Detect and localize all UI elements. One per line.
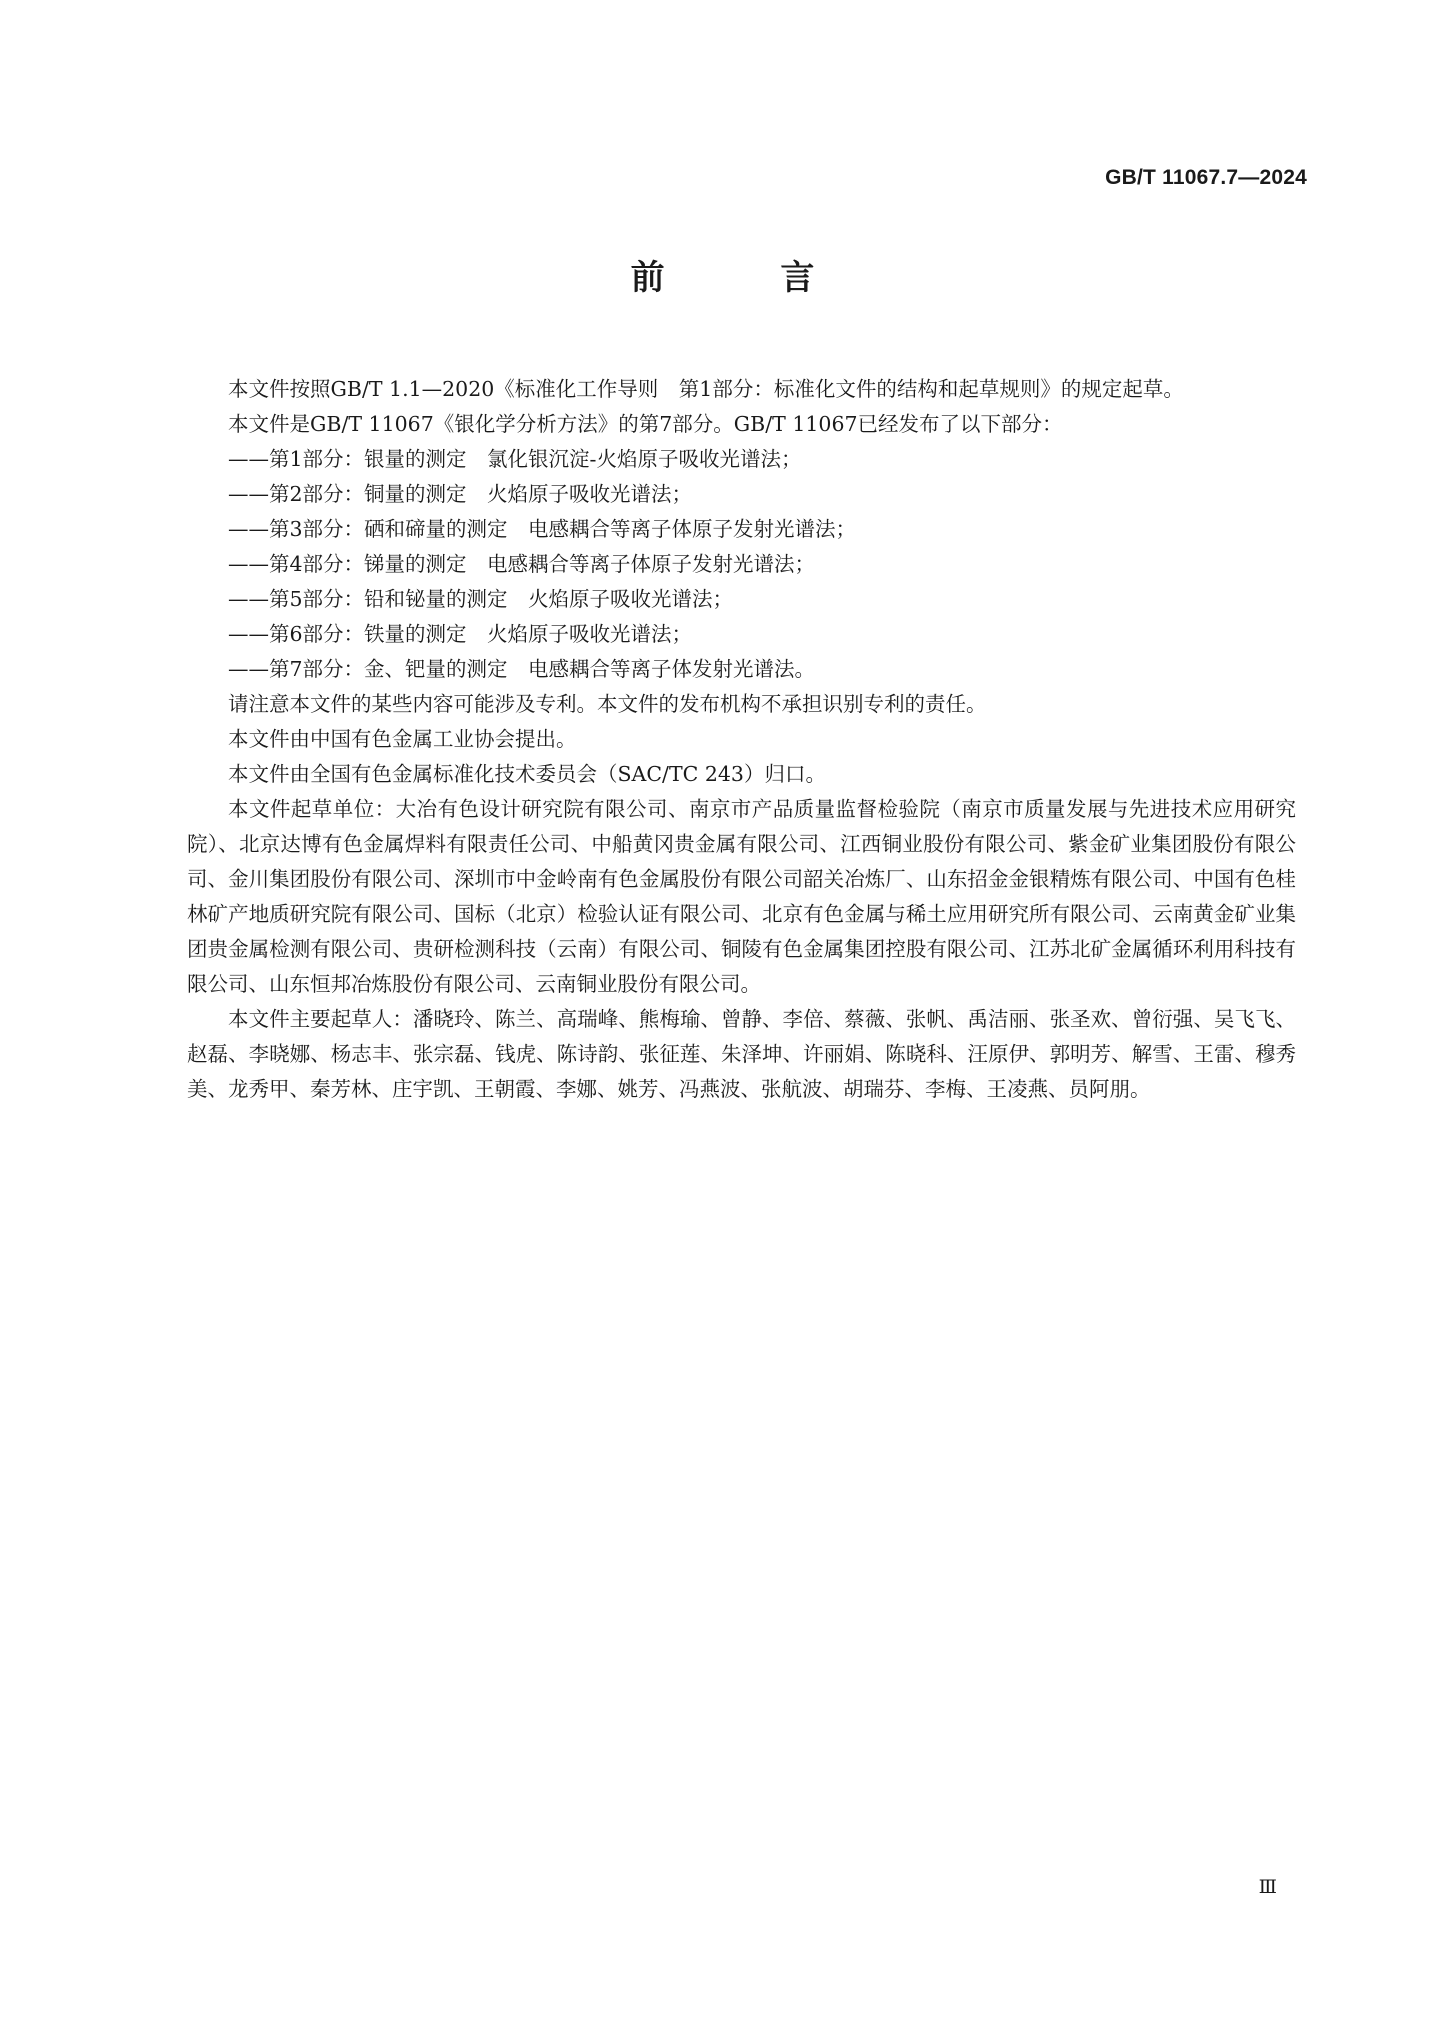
- list-item: ——第2部分：铜量的测定 火焰原子吸收光谱法；: [228, 482, 693, 506]
- list-item: ——第6部分：铁量的测定 火焰原子吸收光谱法；: [228, 622, 693, 646]
- list-item: ——第1部分：银量的测定 氯化银沉淀-火焰原子吸收光谱法；: [228, 447, 802, 471]
- list-item: ——第3部分：硒和碲量的测定 电感耦合等离子体原子发射光谱法；: [228, 517, 857, 541]
- list-item: ——第4部分：锑量的测定 电感耦合等离子体原子发射光谱法；: [228, 552, 816, 576]
- paragraph-proposer: 本文件由中国有色金属工业协会提出。: [228, 727, 577, 751]
- list-item: ——第5部分：铅和铋量的测定 火焰原子吸收光谱法；: [228, 587, 734, 611]
- paragraph-drafting-units: 本文件起草单位：大冶有色设计研究院有限公司、南京市产品质量监督检验院（南京市质量发展与先进技术应用研究院）、北京达博有色金属焊料有限责任公司、中船黄冈贵金属有限公司、江西铜业股份有限公司、紫金矿业集团股份有限公司、金川集团股份有限公司、深圳市中金岭南有色金属股份有限公司韶关冶炼厂、山东招金金银精炼有限公司、中国有色桂林矿产地质研究院有限公司、国标（北京）检验认证有限公司、北京有色金属与稀土应用研究所有限公司、云南黄金矿业集团贵金属检测有限公司、贵研检测科技（云南）有限公司、铜陵有色金属集团控股有限公司、江苏北矿金属循环利用科技有限公司、山东恒邦冶炼股份有限公司、云南铜业股份有限公司。: [187, 797, 1296, 996]
- paragraph-series-intro: 本文件是GB/T 11067《银化学分析方法》的第7部分。GB/T 11067已经发布了以下部分：: [228, 412, 1063, 436]
- list-item: ——第7部分：金、钯量的测定 电感耦合等离子体发射光谱法。: [228, 657, 816, 681]
- page-title: 前 言: [630, 258, 867, 298]
- foreword-body: [187, 372, 1296, 1107]
- paragraph-drafters: 本文件主要起草人：潘晓玲、陈兰、高瑞峰、熊梅瑜、曾静、李倍、蔡薇、张帆、禹洁丽、张圣欢、曾衍强、吴飞飞、赵磊、李晓娜、杨志丰、张宗磊、钱虎、陈诗韵、张征莲、朱泽坤、许丽娟、陈晓科、汪原伊、郭明芳、解雪、王雷、穆秀美、龙秀甲、秦芳林、庄宇凯、王朝霞、李娜、姚芳、冯燕波、张航波、胡瑞芬、李梅、王凌燕、员阿朋。: [187, 1007, 1296, 1101]
- paragraph-drafting-rules: 本文件按照GB/T 1.1—2020《标准化工作导则 第1部分：标准化文件的结构和起草规则》的规定起草。: [228, 377, 1184, 401]
- paragraph-patent-notice: 请注意本文件的某些内容可能涉及专利。本文件的发布机构不承担识别专利的责任。: [228, 692, 987, 716]
- parts-list: [187, 442, 1296, 687]
- document-id: GB/T 11067.7—2024: [1105, 166, 1307, 189]
- paragraph-committee: 本文件由全国有色金属标准化技术委员会（SAC/TC 243）归口。: [228, 762, 826, 786]
- page-number: Ⅲ: [1258, 1876, 1277, 1898]
